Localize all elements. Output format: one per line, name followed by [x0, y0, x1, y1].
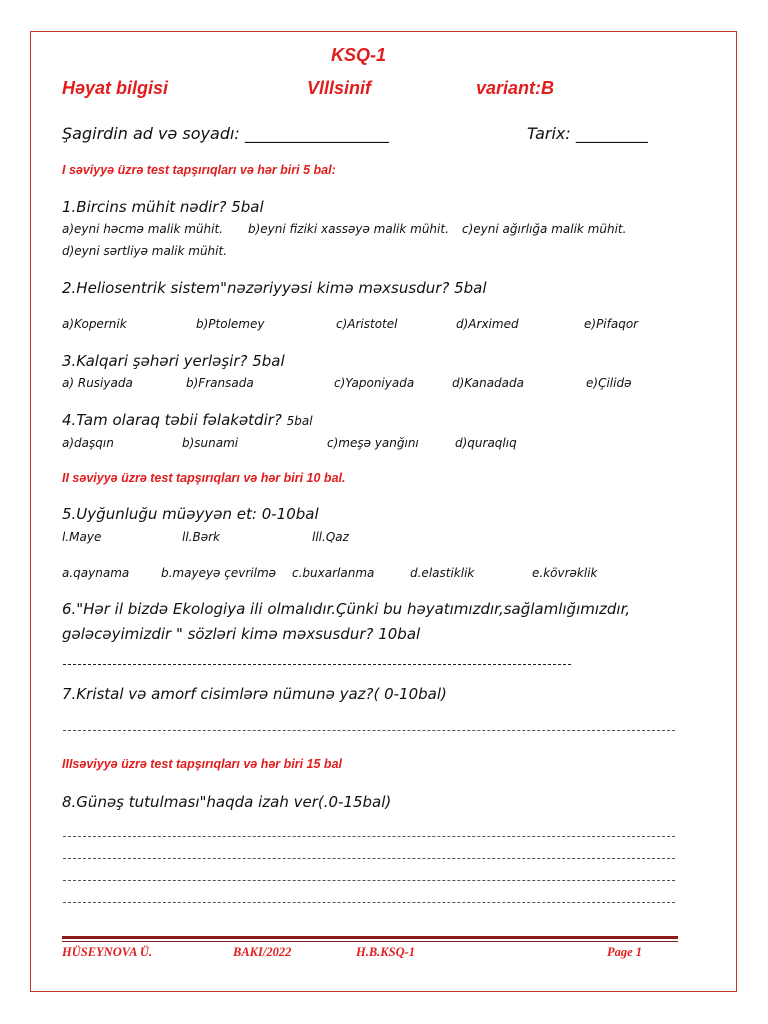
q3-option-b[interactable]: b)Fransada	[186, 376, 254, 390]
q2-option-a[interactable]: a)Kopernik	[62, 317, 127, 331]
q5-option-a[interactable]: a.qaynama	[62, 566, 130, 580]
q1-option-c[interactable]: c)eyni ağırlığa malik mühit.	[462, 222, 627, 236]
question-3: 3.Kalqari şəhəri yerləşir? 5bal	[62, 352, 285, 370]
q4-option-c[interactable]: c)meşə yanğını	[327, 436, 419, 450]
q5-option-d[interactable]: d.elastiklik	[410, 566, 475, 580]
q1-option-d[interactable]: d)eyni sərtliyə malik mühit.	[62, 244, 228, 258]
answer-line-q8-2[interactable]	[63, 858, 675, 859]
q2-option-c[interactable]: c)Aristotel	[336, 317, 398, 331]
question-6-line-1: 6."Hər il bizdə Ekologiya ili olmalıdır.Çünki bu həyatımızdır,sağlamlığımızdır,	[62, 600, 631, 618]
question-8: 8.Günəş tutulması"haqda izah ver(.0-15bal)	[62, 793, 392, 811]
q5-option-e[interactable]: e.kövrəklik	[532, 566, 598, 580]
q1-option-a[interactable]: a)eyni həcmə malik mühit.	[62, 222, 223, 236]
section-3-heading: IIIsəviyyə üzrə test tapşırıqları və hər biri 15 bal	[62, 757, 342, 771]
q3-option-c[interactable]: c)Yaponiyada	[334, 376, 415, 390]
q2-option-d[interactable]: d)Arximed	[456, 317, 519, 331]
question-6-line-2: gələcəyimizdir " sözləri kimə məxsusdur? 10bal	[62, 625, 421, 643]
question-4-points: 5bal	[286, 414, 313, 428]
student-name-field[interactable]: Şagirdin ad və soyadı: __________________	[62, 124, 389, 143]
footer-code: H.B.KSQ-1	[356, 945, 416, 959]
q3-option-d[interactable]: d)Kanadada	[452, 376, 524, 390]
q5-item-3: lll.Qaz	[312, 530, 349, 544]
subject-title: Həyat bilgisi	[62, 78, 169, 98]
q3-option-a[interactable]: a) Rusiyada	[62, 376, 133, 390]
answer-line-q8-4[interactable]	[63, 902, 675, 903]
answer-line-q8-3[interactable]	[63, 880, 675, 881]
question-4-text: 4.Tam olaraq təbii fəlakətdir?	[62, 411, 282, 429]
question-5: 5.Uyğunluğu müəyyən et: 0-10bal	[62, 505, 319, 523]
test-code: KSQ-1	[331, 45, 387, 65]
answer-line-q7[interactable]	[63, 730, 675, 731]
q2-option-e[interactable]: e)Pifaqor	[584, 317, 639, 331]
q5-item-2: ll.Bərk	[182, 530, 220, 544]
question-2: 2.Heliosentrik sistem"nəzəriyyəsi kimə məxsusdur? 5bal	[62, 279, 487, 297]
section-1-heading: I səviyyə üzrə test tapşırıqları və hər biri 5 bal:	[62, 163, 336, 177]
footer-page-number: Page 1	[607, 945, 643, 959]
q1-option-b[interactable]: b)eyni fiziki xassəyə malik mühit.	[248, 222, 449, 236]
q4-option-a[interactable]: a)daşqın	[62, 436, 114, 450]
q5-option-b[interactable]: b.mayeyə çevrilmə	[161, 566, 277, 580]
q5-item-1: l.Maye	[62, 530, 102, 544]
question-4	[62, 411, 313, 429]
q5-option-c[interactable]: c.buxarlanma	[292, 566, 375, 580]
answer-line-q8-1[interactable]	[63, 836, 675, 837]
section-2-heading: II səviyyə üzrə test tapşırıqları və hər biri 10 bal.	[62, 471, 346, 485]
q3-option-e[interactable]: e)Çilidə	[586, 376, 632, 390]
footer-author: HÜSEYNOVA Ü.	[62, 945, 153, 959]
footer-rule-thin	[62, 941, 678, 942]
q2-option-b[interactable]: b)Ptolemey	[196, 317, 265, 331]
question-7: 7.Kristal və amorf cisimlərə nümunə yaz?( 0-10bal)	[62, 685, 447, 703]
date-field[interactable]: Tarix: _________	[527, 124, 648, 143]
answer-line-q6[interactable]	[63, 664, 571, 665]
footer-place-year: BAKI/2022	[233, 945, 292, 959]
footer-rule-thick	[62, 936, 678, 939]
q4-option-b[interactable]: b)sunami	[182, 436, 239, 450]
grade-label: Vlllsinif	[307, 78, 372, 98]
question-1: 1.Bircins mühit nədir? 5bal	[62, 198, 264, 216]
variant-label: variant:B	[476, 78, 555, 98]
q4-option-d[interactable]: d)quraqlıq	[455, 436, 517, 450]
